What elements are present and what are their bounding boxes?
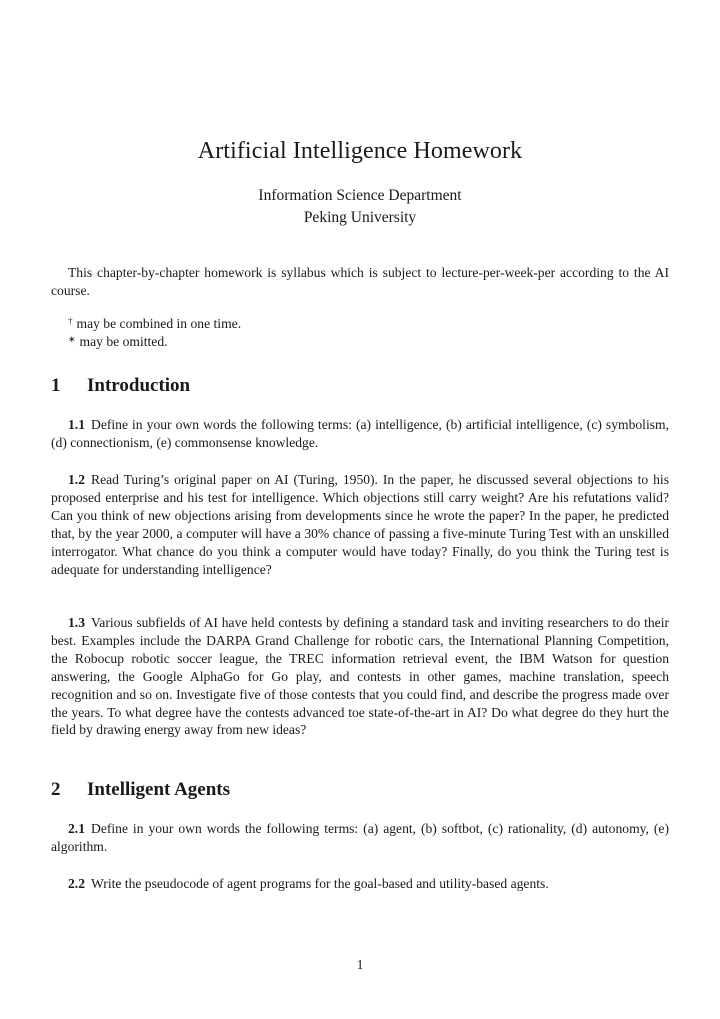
question-number: 1.1 [68, 417, 85, 432]
question-1-2 [51, 471, 669, 578]
department-name: Information Science Department [258, 187, 462, 204]
question-number: 1.3 [68, 615, 85, 630]
note-asterisk [68, 333, 168, 351]
question-1-3 [51, 614, 669, 739]
dagger-mark: † [68, 316, 73, 326]
question-text: Write the pseudocode of agent programs for the goal-based and utility-based agents. [91, 876, 549, 891]
question-number: 2.2 [68, 876, 85, 891]
document-title: Artificial Intelligence Homework [197, 138, 523, 164]
intro-paragraph: This chapter-by-chapter homework is syllabus which is subject to lecture-per-week-per according to the AI course. [51, 265, 669, 298]
question-text: Define in your own words the following terms: (a) agent, (b) softbot, (c) rationality, (d) autonomy, (e) algorithm. [51, 821, 669, 854]
section-number: 1 [51, 375, 61, 396]
section-heading-intelligent-agents [51, 779, 230, 801]
page-number: 1 [356, 957, 364, 972]
note-dagger-text: may be combined in one time. [76, 316, 242, 331]
question-number: 1.2 [68, 472, 85, 487]
section-heading-introduction [51, 375, 190, 397]
note-asterisk-text: may be omitted. [79, 334, 168, 349]
question-number: 2.1 [68, 821, 85, 836]
asterisk-mark: ∗ [68, 334, 76, 344]
question-text: Read Turing’s original paper on AI (Turing, 1950). In the paper, he discussed several objections to his proposed enterprise and his test for intelligence. Which objections still carry weight? Are his refutations valid? Can you think of new objections arising from developments since he wrote the paper? In the paper, he predicted that, by the year 2000, a computer will have a 30% chance of passing a five-minute Turing Test with an unskilled interrogator. What chance do you think a computer would have today? Finally, do you think the Turing test is adequate for understanding intelligence? [51, 472, 669, 577]
section-title: Intelligent Agents [87, 779, 231, 800]
university-name: Peking University [303, 209, 417, 226]
question-text: Define in your own words the following terms: (a) intelligence, (b) artificial intelligence, (c) symbolism, (d) connectionism, (e) commonsense knowledge. [51, 417, 669, 450]
question-2-1 [51, 820, 669, 856]
section-number: 2 [51, 779, 61, 800]
question-text: Various subfields of AI have held contests by defining a standard task and inviting researchers to do their best. Examples include the DARPA Grand Challenge for robotic cars, the International Planning Competition, the Robocup robotic soccer league, the TREC information retrieval event, the IBM Watson for question answering, the Google AlphaGo for Go play, and contests in other games, machine translation, speech recognition and so on. Investigate five of those contests that you could find, and describe the progress made over the years. To what degree have the contests advanced toe state-of-the-art in AI? Do what degree do they hurt the field by drawing energy away from new ideas? [51, 615, 669, 738]
question-1-1 [51, 416, 669, 452]
section-title: Introduction [87, 375, 191, 396]
question-2-2 [51, 875, 669, 893]
note-dagger [68, 315, 241, 333]
